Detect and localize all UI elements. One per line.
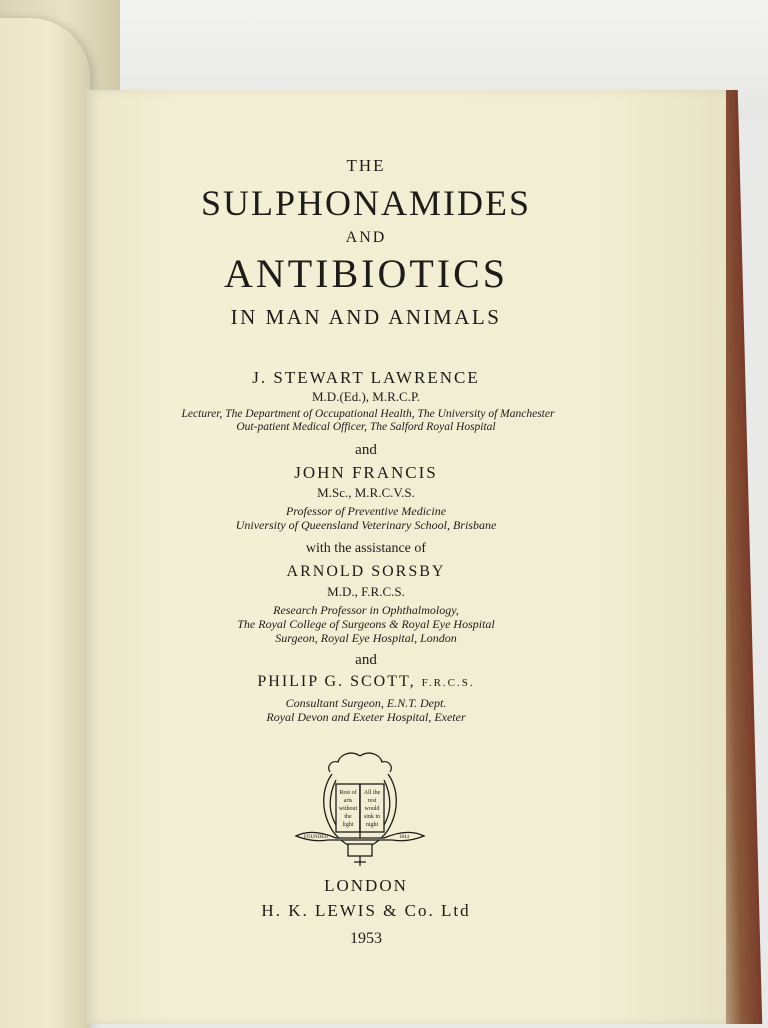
author4-post1: Consultant Surgeon, E.N.T. Dept.: [285, 696, 447, 710]
device-right-text-5: night: [365, 822, 379, 828]
author3-post2: The Royal College of Surgeons & Royal Eye Hospital: [237, 617, 495, 631]
title-antibiotics: ANTIBIOTICS: [223, 251, 509, 296]
imprint-publisher: H. K. LEWIS & Co. Ltd: [261, 901, 471, 920]
author2-name: JOHN FRANCIS: [294, 463, 438, 482]
publisher-device: [292, 748, 428, 872]
device-left-text-4: the: [344, 814, 352, 820]
author2-degrees: M.Sc., M.R.C.V.S.: [317, 485, 415, 500]
author2-post2: University of Queensland Veterinary School, Brisbane: [235, 518, 497, 532]
device-right-text-1: All the: [363, 790, 381, 796]
device-left-text-3: without: [338, 806, 358, 812]
author2-post1: Professor of Preventive Medicine: [285, 504, 447, 518]
device-left-text-1: Rest of: [339, 790, 357, 796]
author3-degrees: M.D., F.R.C.S.: [327, 584, 405, 599]
title-sulphonamides: SULPHONAMIDES: [200, 183, 532, 223]
author1-post2: Out-patient Medical Officer, The Salford Royal Hospital: [236, 421, 496, 433]
author1-degrees: M.D.(Ed.), M.R.C.P.: [312, 389, 420, 404]
imprint-year: 1953: [350, 930, 382, 947]
author3-post1: Research Professor in Ophthalmology,: [273, 603, 459, 617]
author3-name: ARNOLD SORSBY: [286, 563, 446, 580]
title-subtitle: IN MAN AND ANIMALS: [230, 305, 502, 329]
author4-line: [6, 673, 726, 691]
and-1: and: [355, 442, 377, 458]
author4-degrees: F.R.C.S.: [421, 677, 475, 689]
device-right-text-4: sink in: [363, 814, 381, 820]
device-left-text-2: arts: [343, 798, 353, 804]
author1-post1: Lecturer, The Department of Occupational Health, The University of Manchester: [181, 408, 555, 420]
device-ribbon-right: 1844: [399, 835, 409, 840]
device-ribbon-left: FOUNDED: [304, 835, 328, 840]
device-right-text-3: would: [364, 806, 380, 812]
imprint-city: LONDON: [324, 876, 408, 895]
author3-post3: Surgeon, Royal Eye Hospital, London: [275, 631, 457, 645]
device-left-text-5: light: [342, 822, 354, 828]
author4-post2: Royal Devon and Exeter Hospital, Exeter: [266, 710, 466, 724]
author1-name: J. STEWART LAWRENCE: [252, 368, 480, 387]
assistance-note: with the assistance of: [305, 541, 427, 556]
title-page: [86, 90, 726, 1024]
title-and: AND: [345, 229, 387, 246]
author4-name: PHILIP G. SCOTT,: [257, 673, 416, 690]
device-right-text-2: rest: [367, 798, 377, 804]
title-the: THE: [346, 156, 386, 175]
and-2: and: [355, 652, 377, 668]
